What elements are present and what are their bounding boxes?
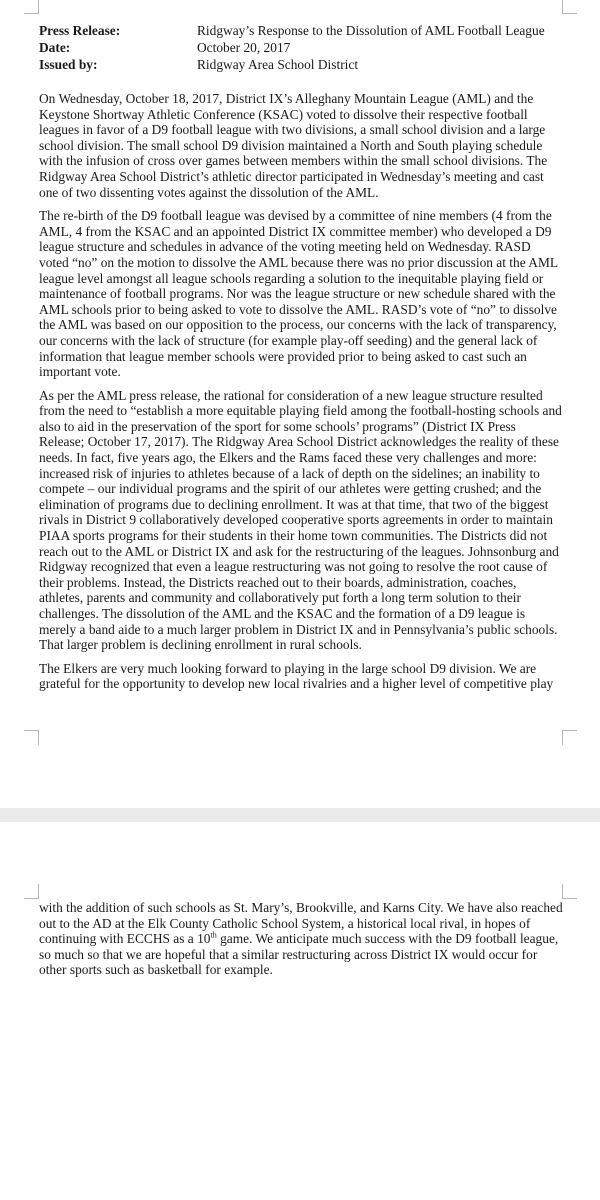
- header-label: Date:: [39, 40, 71, 55]
- continuation-text-end: game. We anticipate much success with the D9 football league, so much so that we are hopeful that a similar restructuring across District IX would occur for other sports such as basketball for example.: [39, 931, 559, 978]
- crop-mark-bottom-right: [562, 730, 577, 745]
- header-value-date: October 20, 2017: [197, 40, 291, 55]
- header-row-date: [39, 39, 545, 56]
- crop-mark-top-left: [24, 0, 39, 14]
- ordinal-suffix: th: [210, 930, 217, 940]
- paragraph-continuation: [39, 900, 563, 978]
- header-value-issuer: Ridgway Area School District: [197, 57, 359, 72]
- page-2-body: [39, 900, 563, 986]
- header-row-press-release: [39, 22, 545, 39]
- page-gap: [0, 808, 600, 822]
- continuation-text-start: with the addition of such schools as St. Mary’s, Brookville, and Karns City. We have also reached out to the AD at the Elk County Catholic School System, a historical local rival, in hopes of continuing with ECCHS as a 10: [39, 900, 563, 947]
- crop-mark-top-right: [562, 884, 577, 899]
- header-value-title: Ridgway’s Response to the Dissolution of AML Football League: [197, 23, 545, 38]
- crop-mark-top-right: [562, 0, 577, 14]
- paragraph-committee-and-dissent: The re-birth of the D9 football league was devised by a committee of nine members (4 from the AML, 4 from the KSAC and an appointed District IX committee member) who developed a D9 league structure and schedules in advance of the voting meeting held on Wednesday. RASD voted “no” on the motion to dissolve the AML because there was no prior discussion at the AML league level amongst all league schools regarding a solution to the inequitable playing field or maintenance of football programs. Nor was the league structure or new schedule shared with the AML schools prior to being asked to vote to dissolve the AML. RASD’s vote of “no” to dissolve the AML was based on our opposition to the process, our concerns with the lack of transparency, our concerns with the lack of structure (for example play-off seeding) and the general lack of information that league member schools were provided prior to being asked to cast such an important vote.: [39, 208, 558, 380]
- paragraph-rationale-and-history: As per the AML press release, the rational for consideration of a new league structure resulted from the need to “establish a more equitable playing field among the football-hosting schools and also to aid in the preservation of the sport for some schools’ programs” (District IX Press Release; October 17, 2017). The Ridgway Area School District acknowledges the reality of these needs. In fact, five years ago, the Elkers and the Rams faced these very challenges and more: increased risk of injuries to athletes because of a lack of depth on the sidelines; an inability to compete – our individual programs and the spirit of our athletes were getting crushed; and the elimination of programs due to declining enrollment. It was at that time, that two of the biggest rivals in District 9 collaboratively developed cooperative sports agreements in order to maintain PIAA sports programs for their students in their home town communities. The Districts did not reach out to the AML or District IX and ask for the restructuring of the leagues. Johnsonburg and Ridgway recognized that even a league restructuring was not going to resolve the root cause of their problems. Instead, the Districts reached out to their boards, administration, coaches, athletes, parents and community and collaboratively put forth a long term solution to their challenges. The dissolution of the AML and the KSAC and the formation of a D9 league is merely a band aide to a much larger problem in District IX and in Pennsylvania’s public schools. That larger problem is declining enrollment in rural schools.: [39, 387, 562, 653]
- paragraph-vote-summary: On Wednesday, October 18, 2017, District IX’s Alleghany Mountain League (AML) and the Keystone Shortway Athletic Conference (KSAC) voted to dissolve their respective football leagues in favor of a D9 football league with two divisions, a small school division and a large school division. The small school D9 division maintained a North and South playing schedule with the infusion of cross over games between members within the small school divisions. The Ridgway Area School District’s athletic director participated in Wednesday’s meeting and cast one of two dissenting votes against the dissolution of the AML.: [39, 91, 548, 200]
- crop-mark-bottom-left: [24, 730, 39, 745]
- press-release-header: [39, 22, 545, 73]
- header-row-issued-by: [39, 56, 545, 73]
- document-page-2: [0, 822, 600, 1200]
- paragraph-elkers-outlook: The Elkers are very much looking forward to playing in the large school D9 division. We are grateful for the opportunity to develop new local rivalries and a higher level of competitive play: [39, 660, 554, 692]
- page-1-body: [39, 91, 563, 700]
- crop-mark-top-left: [24, 884, 39, 899]
- header-label: Issued by:: [39, 57, 98, 72]
- header-label: Press Release:: [39, 23, 121, 38]
